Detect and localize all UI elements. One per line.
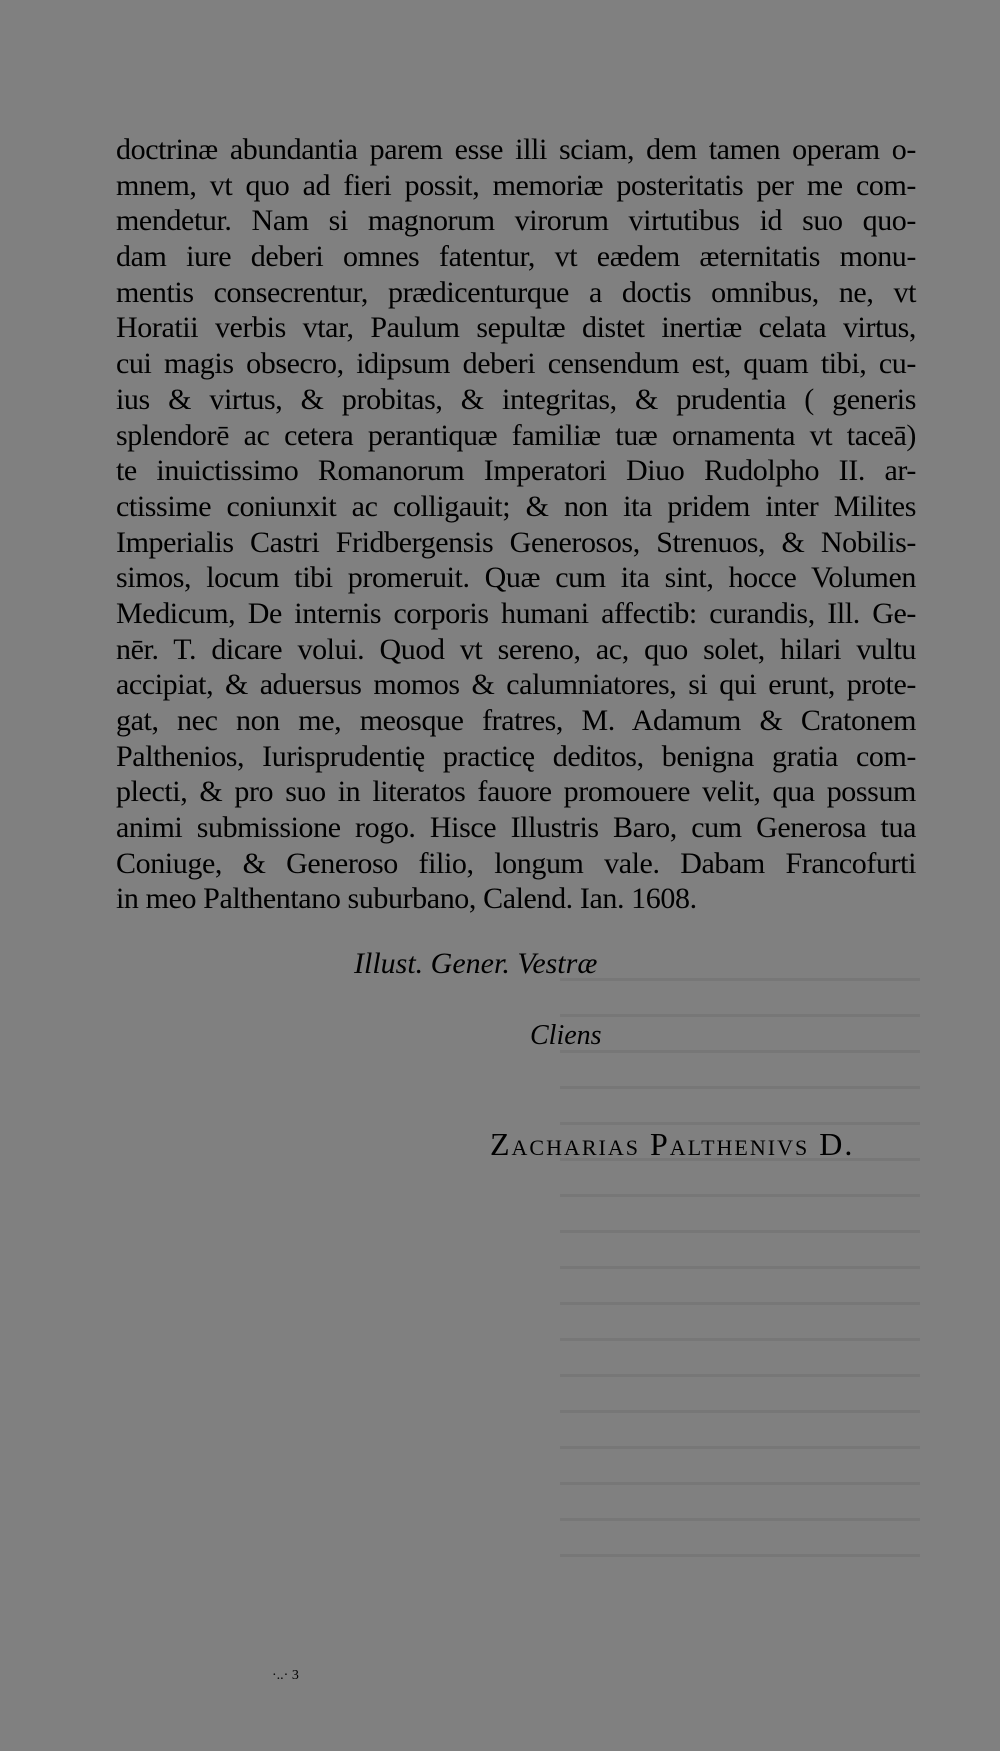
body-line: simos, locum tibi promeruit. Quæ cum ita sint, hocce Volumen <box>116 561 916 595</box>
body-line: mnem, vt quo ad fieri possit, memoriæ posteritatis per me com- <box>116 168 916 202</box>
dedication-body <box>116 132 916 917</box>
body-line: accipiat, & aduersus momos & calumniatores, si qui erunt, prote- <box>116 668 916 702</box>
body-line: Medicum, De internis corporis humani affectib: curandis, Ill. Ge- <box>116 596 916 630</box>
body-line: mentis consecrentur, prædicenturque a doctis omnibus, ne, vt <box>116 275 916 309</box>
closing-cliens: Cliens <box>530 1020 602 1051</box>
page-signature-mark: ·..· 3 <box>272 1668 299 1683</box>
body-line: Imperialis Castri Fridbergensis Generosos, Strenuos, & Nobilis- <box>116 525 916 559</box>
body-line: Palthenios, Iurisprudentię practicę deditos, benigna gratia com- <box>116 739 916 773</box>
body-line: mendetur. Nam si magnorum virorum virtutibus id suo quo- <box>116 204 916 238</box>
body-line: cui magis obsecro, idipsum deberi censendum est, quam tibi, cu- <box>116 347 916 381</box>
body-line-last: in meo Palthentano suburbano, Calend. Ian. 1608. <box>116 882 697 916</box>
body-line: ctissime coniunxit ac colligauit; & non ita pridem inter Milites <box>116 489 916 523</box>
body-line: te inuictissimo Romanorum Imperatori Diuo Rudolpho II. ar- <box>116 454 916 488</box>
body-line: plecti, & pro suo in literatos fauore promouere velit, qua possum <box>116 775 916 809</box>
body-line: doctrinæ abundantia parem esse illi sciam, dem tamen operam o- <box>116 133 916 166</box>
body-line: Horatii verbis vtar, Paulum sepultæ distet inertiæ celata virtus, <box>116 311 916 345</box>
body-line: splendorē ac cetera perantiquæ familiæ tuæ ornamenta vt taceā) <box>116 418 916 452</box>
body-line: animi submissione rogo. Hisce Illustris Baro, cum Generosa tua <box>116 811 916 845</box>
body-line: Coniuge, & Generoso filio, longum vale. Dabam Francofurti <box>116 846 916 880</box>
body-line: gat, nec non me, meosque fratres, M. Adamum & Cratonem <box>116 704 916 737</box>
body-line: ius & virtus, & probitas, & integritas, & prudentia ( generis <box>116 382 916 416</box>
body-line: dam iure deberi omnes fatentur, vt eædem æternitatis monu- <box>116 240 916 274</box>
body-line: nēr. T. dicare volui. Quod vt sereno, ac, quo solet, hilari vultu <box>116 632 916 666</box>
author-signature: Zacharias Palthenivs D. <box>490 1126 855 1162</box>
closing-formula: Illust. Gener. Vestræ <box>354 947 598 980</box>
show-through-texture <box>560 950 920 1590</box>
